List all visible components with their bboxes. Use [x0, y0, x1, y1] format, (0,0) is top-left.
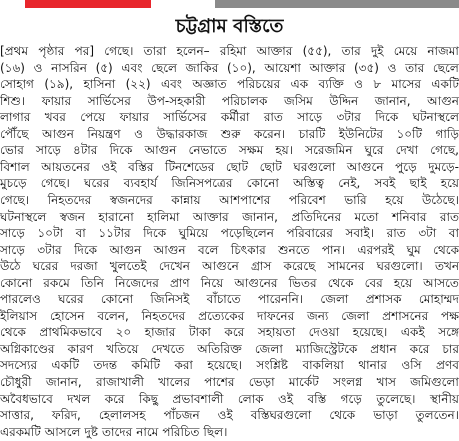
- article-line: [প্রথম পৃষ্ঠার পর] গেছে। তারা হলেন– রহিমা আক্তার (৫৫), তার দুই মেয়ে নাজমা: [0, 44, 459, 58]
- article-line: কোনো রকমে তিনি নিজেদের প্রাণ নিয়ে আগুনের ভিতর থেকে বের হয়ে আসতে: [0, 275, 459, 290]
- article-line: মুচড়ে গেছে। ঘরের ব্যবহার্য জিনিসপত্রের কোনো অস্তিত্ব নেই, সবই ছাই হয়ে: [0, 176, 459, 191]
- article-line: ইলিয়াস হোসেন বলেন, নিহতদের প্রত্যেকের দাফনের জন্য জেলা প্রশাসনের পক্ষ: [0, 308, 459, 323]
- article-line: এরকমটি আসলে দুষ্ট তাদের নামে পরিচিত ছিল।: [0, 424, 228, 439]
- article-line: চৌধুরী জানান, রাজাখালী খালের পাশের ভেড়া মার্কেট সংলগ্ন খাস জমিগুলো: [0, 375, 459, 389]
- article-line: গেছে। নিহতদের স্বজনদের কান্নায় আশপাশের পরিবেশ ভারি হয়ে উঠেছে।: [0, 192, 459, 207]
- article-line: পারলেও ঘরের কোনো জিনিসই বাঁচাতে পারেননি। জেলা প্রশাসক মোহাম্মদ: [0, 292, 459, 307]
- article-line: সদস্যের একটি তদন্ত কমিটি করা হয়েছে। সংশ্লিষ্ট বাকলিয়া থানার ওসি প্রণব: [0, 358, 459, 373]
- article-line: (১৬) ও নাসরিন (৫) এবং ছেলে জাকির (১০), আয়েশা আক্তার (৩৫) ও তার ছেলে: [0, 60, 459, 75]
- article-line: পৌঁছে আগুন নিয়ন্ত্রণ ও উদ্ধারকাজ শুরু করেন। চারটি ইউনিটের ১০টি গাড়ি: [0, 126, 459, 141]
- article-line: ঘটনাস্থলে স্বজন হারানো হালিমা আক্তার জানান, প্রতিদিনের মতো শনিবার রাত: [0, 209, 459, 224]
- article-line: উঠে ঘরের দরজা খুলতেই দেখেন আগুনে গ্রাস করেছে সামনের ঘরগুলো। তখন: [0, 259, 459, 274]
- article-line: সাত্তার, ফরিদ, হেলালসহ পাঁচজন ওই বস্তিঘরগুলো থেকে ভাড়া তুলতেন।: [0, 408, 459, 423]
- article-line: থেকে প্রাথমিকভাবে ২০ হাজার টাকা করে সহায়তা দেওয়া হয়েছে। একই সঙ্গে: [0, 325, 459, 340]
- article-line: ভোর সাড়ে ৪টার দিকে আগুন নেভাতে সক্ষম হয়। সরেজমিন ঘুরে দেখা গেছে,: [0, 143, 459, 158]
- article-line: সাড়ে ১০টা বা ১১টার দিকে ঘুমিয়ে পড়েছিলেন পরিবারের সবাই। রাত ৩টা বা: [0, 226, 459, 241]
- article-line: শিশু। ফায়ার সার্ভিসের উপ-সহকারী পরিচালক জসিম উদ্দিন জানান, আগুন: [0, 93, 459, 108]
- article-line: লাগার খবর পেয়ে ফায়ার সার্ভিসের কর্মীরা রাত সাড়ে ৩টার দিকে ঘটনাস্থলে: [0, 110, 459, 125]
- article-headline: চট্টগ্রাম বস্তিতে: [175, 16, 284, 37]
- article-line: অগ্নিকাণ্ডের কারণ খতিয়ে দেখতে অতিরিক্ত জেলা ম্যাজিস্ট্রেটকে প্রধান করে চার: [0, 341, 459, 356]
- article-line: সাড়ে ৩টার দিকে আগুন আগুন বলে চিৎকার শুনতে পান। এরপরই ঘুম থেকে: [0, 242, 459, 257]
- article-line: বিশাল আয়তনের ওই বস্তির টিনশেডের ছোট ছোট ঘরগুলো আগুনে পুড়ে দুমড়ে-: [0, 159, 459, 174]
- article-line: সোহাগ (১৯), হাসিনা (২২) এবং অজ্ঞাত পরিচয়ের এক ব্যক্তি ও ৮ মাসের একটি: [0, 77, 459, 92]
- red-header-bar: [25, 0, 151, 8]
- article-line: অবৈধভাবে দখল করে কিছু প্রভাবশালী লোক ওই বস্তি গড়ে তুলেছে। স্থানীয়: [0, 391, 459, 406]
- gray-header-bar: [215, 0, 459, 8]
